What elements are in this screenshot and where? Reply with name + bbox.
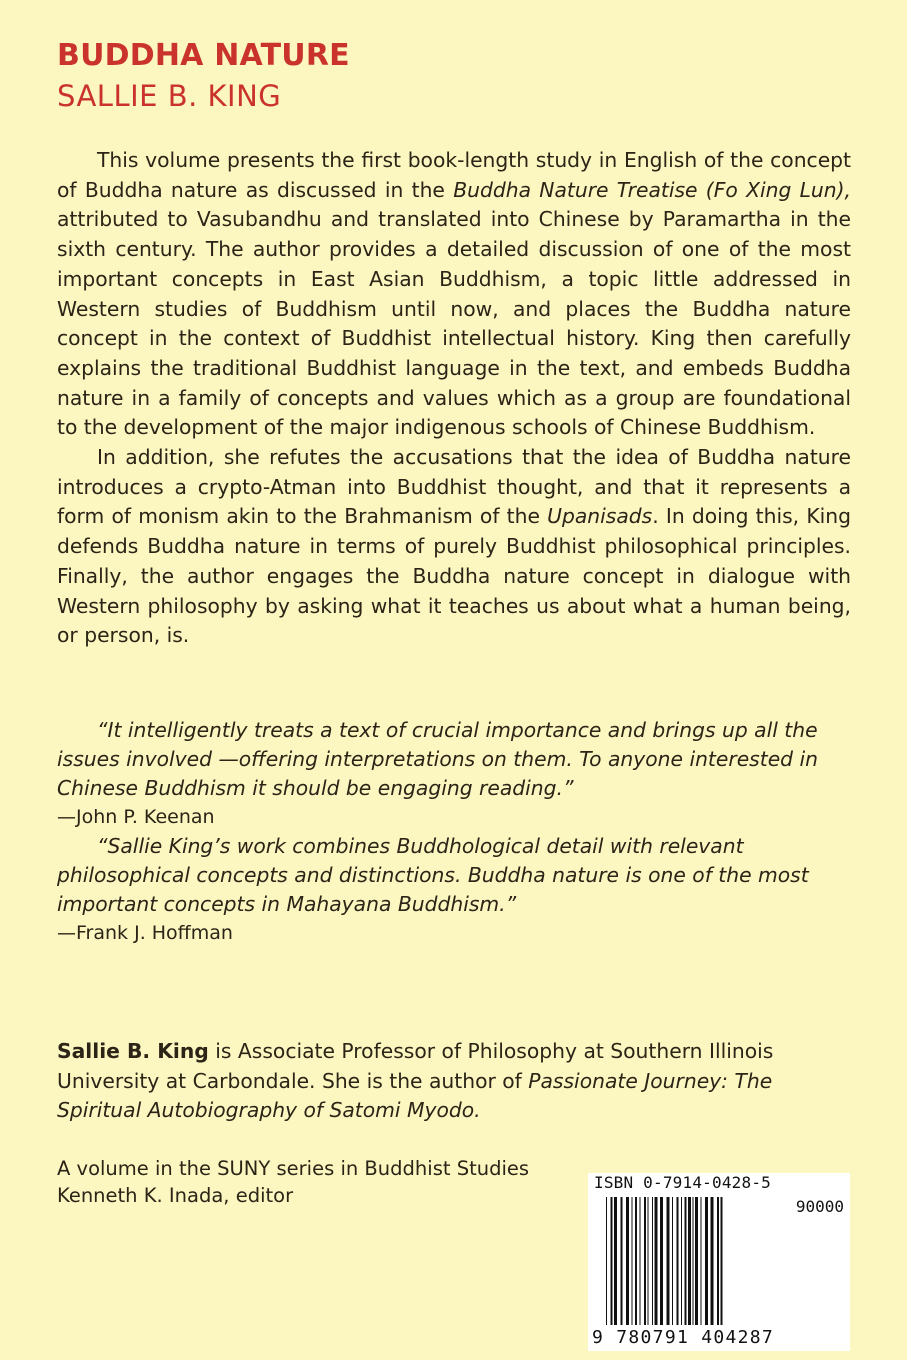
barcode-bar: [652, 1197, 653, 1325]
barcode-bar: [648, 1197, 649, 1325]
book-author: SALLIE B. KING: [57, 79, 282, 113]
text-run: Sallie B. King: [57, 1039, 209, 1063]
endorsement-attribution: —John P. Keenan: [57, 806, 215, 828]
text-run: attributed to Vasubandhu and translated into Chinese by Paramartha in the sixth century. The author provides a detailed discussion of one of the most important concepts in East Asian Buddhism, a topic little addressed in Western studies of Buddhism until now, and places the Buddha nature concept in the context of Buddhist intellectual history. King then carefully explains the traditional Buddhist language in the text, and embeds Buddha nature in a family of concepts and values which as a group are foundational to the development of the major indigenous schools of Chinese Buddhism.: [57, 207, 851, 440]
barcode-bar: [655, 1197, 658, 1325]
author-bio-text: [57, 1037, 851, 1126]
endorsement-quote: “Sallie King’s work combines Buddhological detail with relevant philosophical concepts and distinctions. Buddha nature is one of the most important concepts in Mahayana Buddhism.”: [57, 834, 809, 916]
text-run: Buddha Nature Treatise (Fo Xing Lun),: [453, 177, 851, 202]
isbn-barcode: [588, 1173, 850, 1351]
barcode-bar: [721, 1197, 723, 1325]
author-bio: [57, 1037, 851, 1126]
barcode-bar: [632, 1197, 633, 1325]
barcode-bar: [695, 1197, 698, 1325]
barcode-bar: [672, 1197, 673, 1325]
barcode-bar: [711, 1197, 714, 1325]
barcode-bar: [693, 1197, 694, 1325]
text-run: This volume presents the first book-length study in English of the concept of Buddha nature as discussed in the: [57, 148, 851, 202]
barcode-bar: [685, 1197, 687, 1325]
series-editor: Kenneth K. Inada, editor: [57, 1184, 294, 1207]
endorsement-quote: “It intelligently treats a text of crucial importance and brings up all the issues involved —offering interpretations on them. To anyone interested in Chinese Buddhism it should be engaging reading.”: [57, 718, 818, 800]
barcode-bar: [635, 1197, 637, 1325]
barcode-bar: [640, 1197, 641, 1325]
barcode-bar: [681, 1197, 682, 1325]
series-info: [57, 1155, 529, 1209]
book-title: BUDDHA NATURE: [57, 38, 350, 73]
text-run: Passionate Journey: The Spiritual Autobiography of Satomi Myodo.: [57, 1068, 773, 1122]
barcode-bar: [611, 1197, 613, 1325]
barcode-bar: [688, 1197, 691, 1325]
series-name: A volume in the SUNY series in Buddhist Studies: [57, 1157, 530, 1180]
endorsement-attribution: —Frank J. Hoffman: [57, 922, 233, 944]
barcode-bar: [660, 1197, 663, 1325]
isbn-number: ISBN 0-7914-0428-5: [594, 1173, 771, 1192]
barcode-bar: [614, 1197, 617, 1325]
barcode-bar: [667, 1197, 670, 1325]
ean-number: 9 780791 404287: [592, 1327, 775, 1348]
description: [57, 146, 851, 651]
text-run: Upanisads: [547, 504, 653, 529]
barcode-bar: [677, 1197, 679, 1325]
barcode-bar: [606, 1197, 607, 1325]
barcode-bar: [626, 1197, 629, 1325]
text-run: is Associate Professor of Philosophy at Southern Illinois University at Carbondale. She is the author of: [57, 1039, 774, 1093]
barcode-bar: [644, 1197, 646, 1325]
price-code: 90000: [795, 1197, 844, 1216]
endorsements: [57, 716, 851, 948]
text-run: . In doing this, King defends Buddha nature in terms of purely Buddhist philosophical principles. Finally, the author engages the Buddha nature concept in dialogue with Western philosophy by asking what it teaches us about what a human being, or person, is.: [57, 504, 851, 648]
barcode-bar: [701, 1197, 702, 1325]
barcode-bars: [604, 1197, 774, 1329]
description-paragraph-1: [57, 146, 851, 443]
description-paragraph-2: [57, 443, 851, 651]
barcode-bar: [717, 1197, 719, 1325]
barcode-bar: [705, 1197, 708, 1325]
barcode-bar: [621, 1197, 623, 1325]
text-run: In addition, she refutes the accusations that the idea of Buddha nature introduces a crypto-Atman into Buddhist thought, and that it represents a form of monism akin to the Brahmanism of the: [57, 445, 851, 529]
